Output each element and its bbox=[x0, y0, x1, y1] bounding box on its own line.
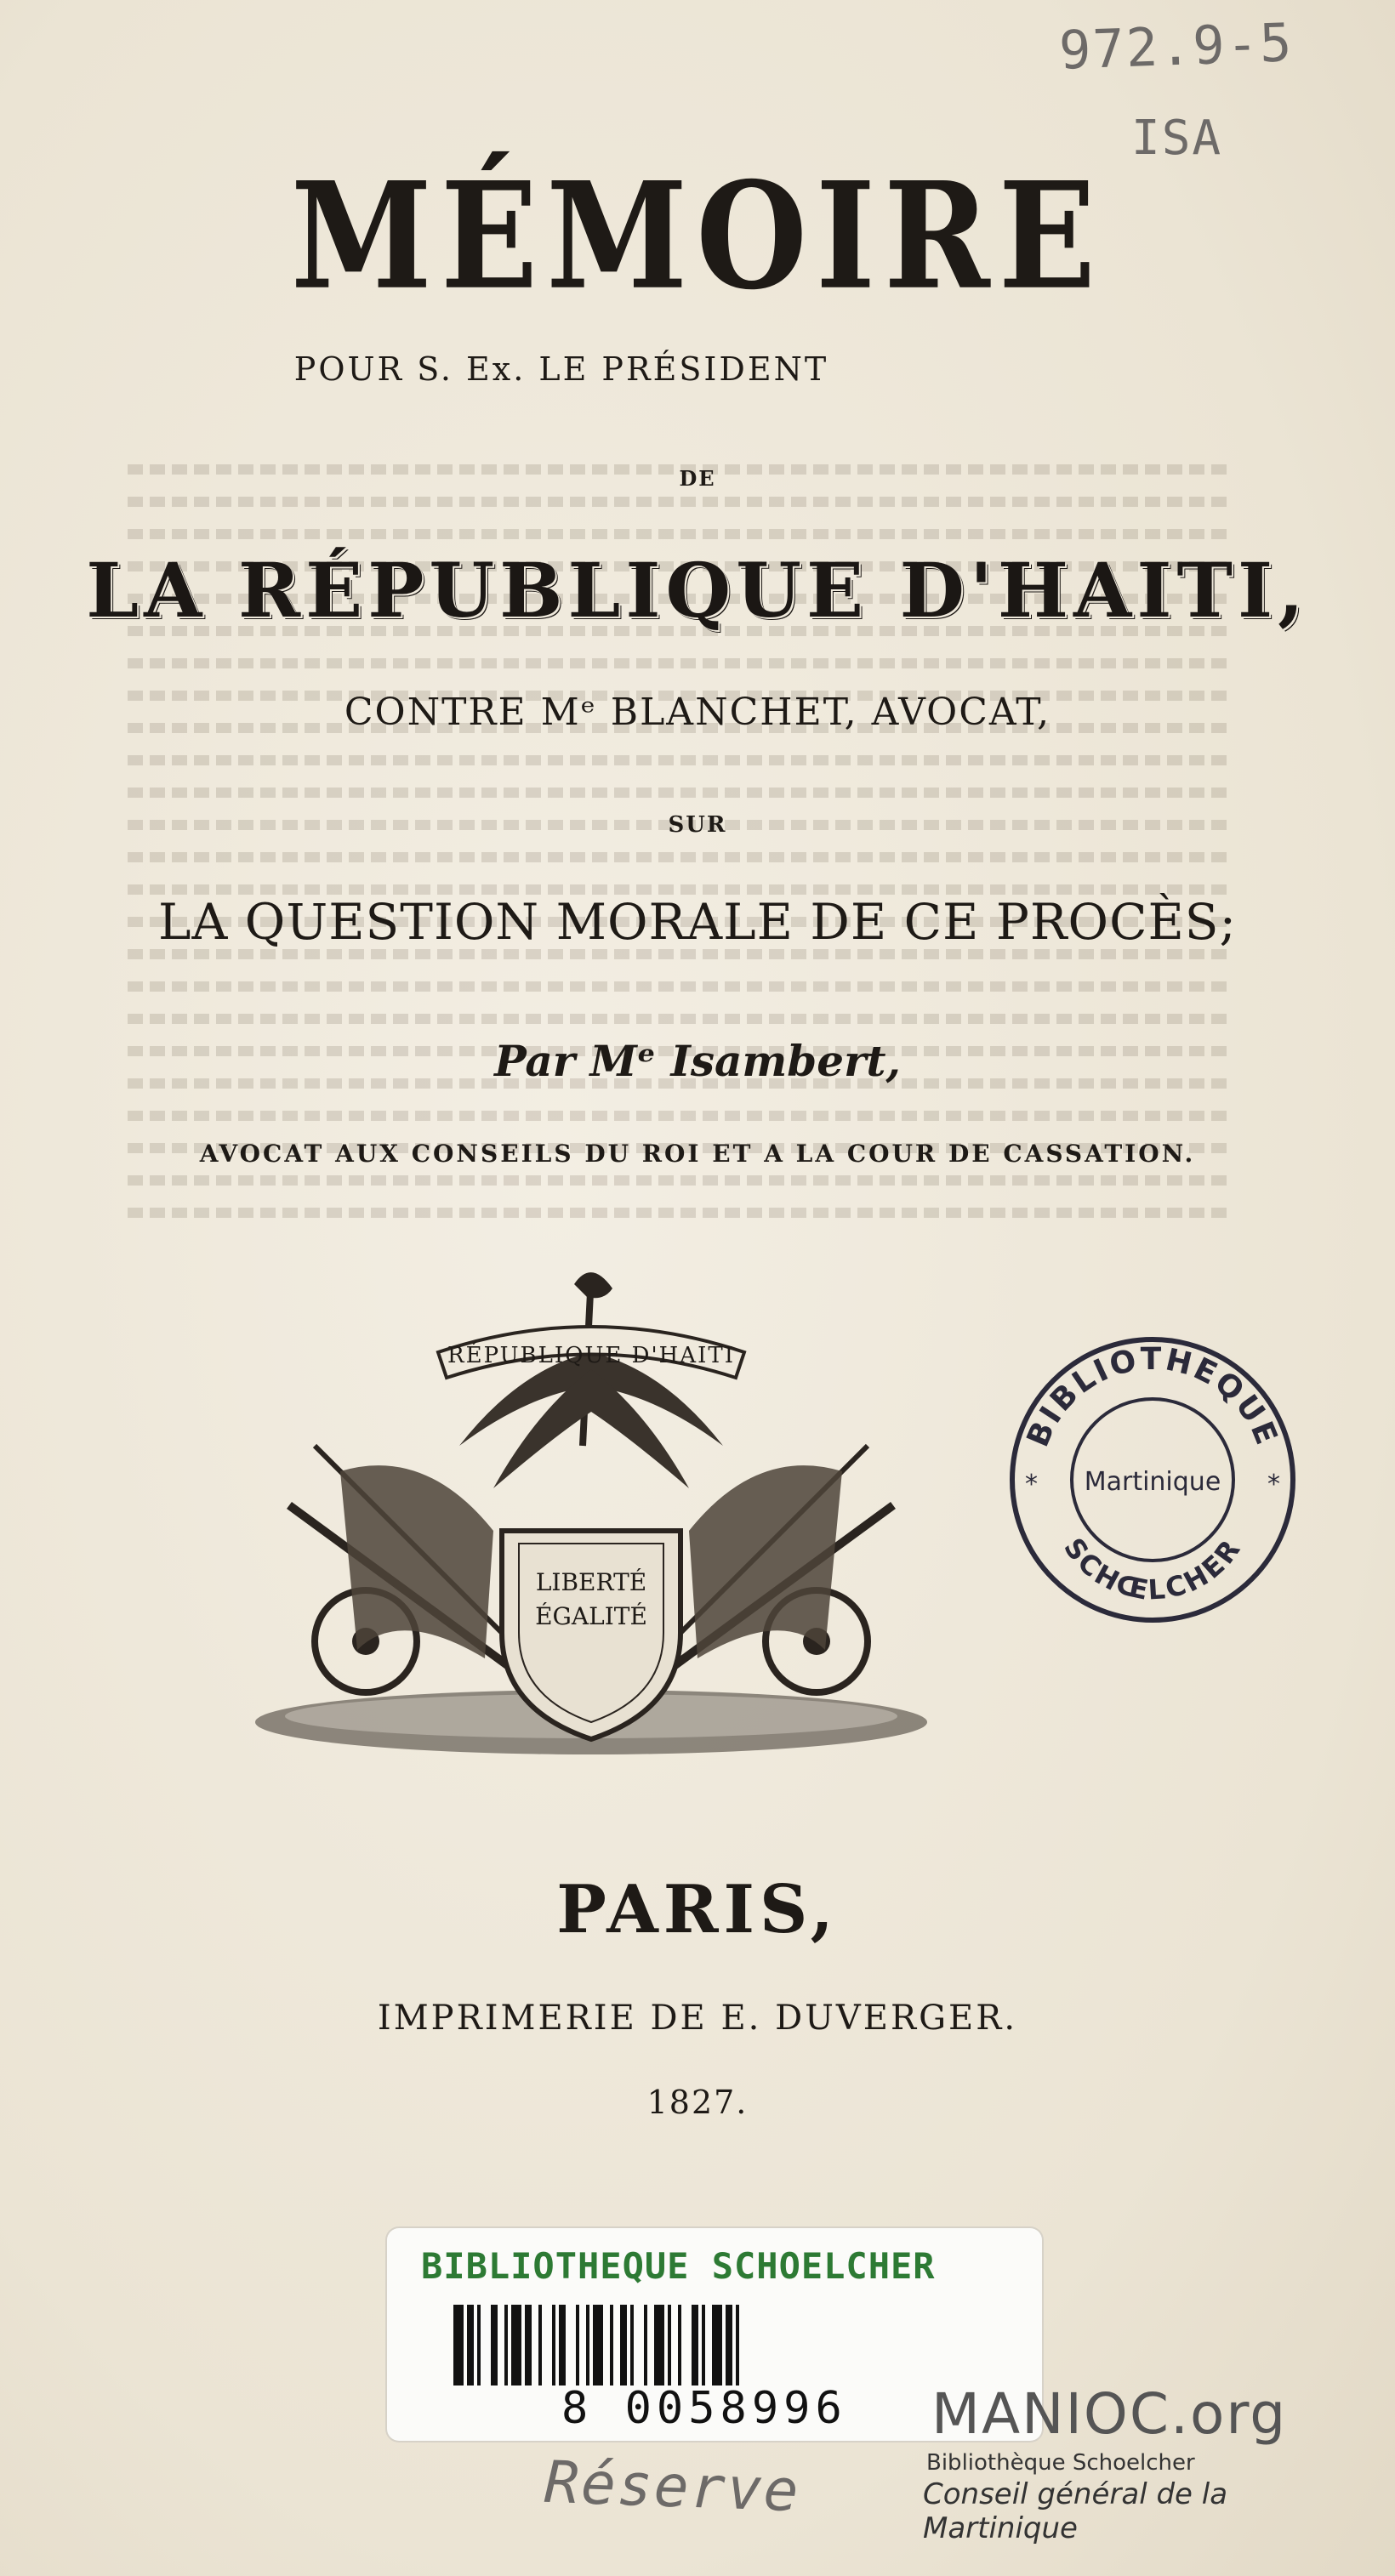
imprint-printer: IMPRIMERIE DE E. DUVERGER. bbox=[377, 1999, 1018, 2038]
stamp-center-text: Martinique bbox=[1084, 1467, 1221, 1497]
imprint-year: 1827. bbox=[646, 2084, 749, 2121]
subtitle-de: DE bbox=[679, 466, 716, 491]
barcode-icon bbox=[453, 2305, 964, 2386]
subtitle-question: LA QUESTION MORALE DE CE PROCÈS; bbox=[157, 893, 1238, 951]
watermark-line-1: Bibliothèque Schoelcher bbox=[926, 2450, 1195, 2476]
author-line: Par Mᵉ Isambert, bbox=[494, 1036, 901, 1086]
stamp-bottom-text: SCHŒLCHER bbox=[1057, 1532, 1248, 1607]
svg-text:BIBLIOTHEQUE bbox=[1021, 1342, 1284, 1452]
vignette-motto-egalite: ÉGALITÉ bbox=[535, 1602, 647, 1630]
watermark-line-2: Conseil général de la Martinique bbox=[923, 2477, 1228, 2545]
stamp-star-right: * bbox=[1267, 1470, 1280, 1499]
handwritten-reserve: Réserve bbox=[543, 2448, 801, 2526]
manioc-logo: MANIOC.org bbox=[931, 2381, 1288, 2447]
handwritten-shelfmark: 972.9-5 bbox=[1057, 11, 1295, 82]
stamp-top-text: BIBLIOTHEQUE bbox=[1020, 1341, 1285, 1453]
subtitle-sur: SUR bbox=[668, 812, 727, 838]
handwritten-shelfmark-sub: ISA bbox=[1131, 111, 1223, 166]
vignette-motto-liberte: LIBERTÉ bbox=[535, 1568, 647, 1596]
document-title: MÉMOIRE bbox=[290, 150, 1105, 323]
barcode-library-name: BIBLIOTHEQUE SCHOELCHER bbox=[421, 2245, 936, 2287]
subtitle-contre: CONTRE Mᵉ BLANCHET, AVOCAT, bbox=[344, 691, 1051, 734]
subtitle-pour: POUR S. Ex. LE PRÉSIDENT bbox=[293, 350, 829, 388]
coat-of-arms-vignette bbox=[238, 1250, 944, 1760]
library-stamp bbox=[999, 1327, 1306, 1633]
subtitle-republique: LA RÉPUBLIQUE D'HAITI, bbox=[86, 546, 1309, 634]
author-title: AVOCAT AUX CONSEILS DU ROI ET A LA COUR DE CASSATION. bbox=[199, 1140, 1196, 1168]
manioc-watermark bbox=[923, 2381, 1365, 2545]
vignette-banner: RÉPUBLIQUE D'HAITI bbox=[447, 1343, 735, 1368]
imprint-city: PARIS, bbox=[556, 1871, 839, 1948]
stamp-star-left: * bbox=[1025, 1470, 1038, 1499]
svg-text:SCHŒLCHER bbox=[1057, 1532, 1248, 1606]
barcode-number: 8 0058996 bbox=[561, 2383, 847, 2434]
